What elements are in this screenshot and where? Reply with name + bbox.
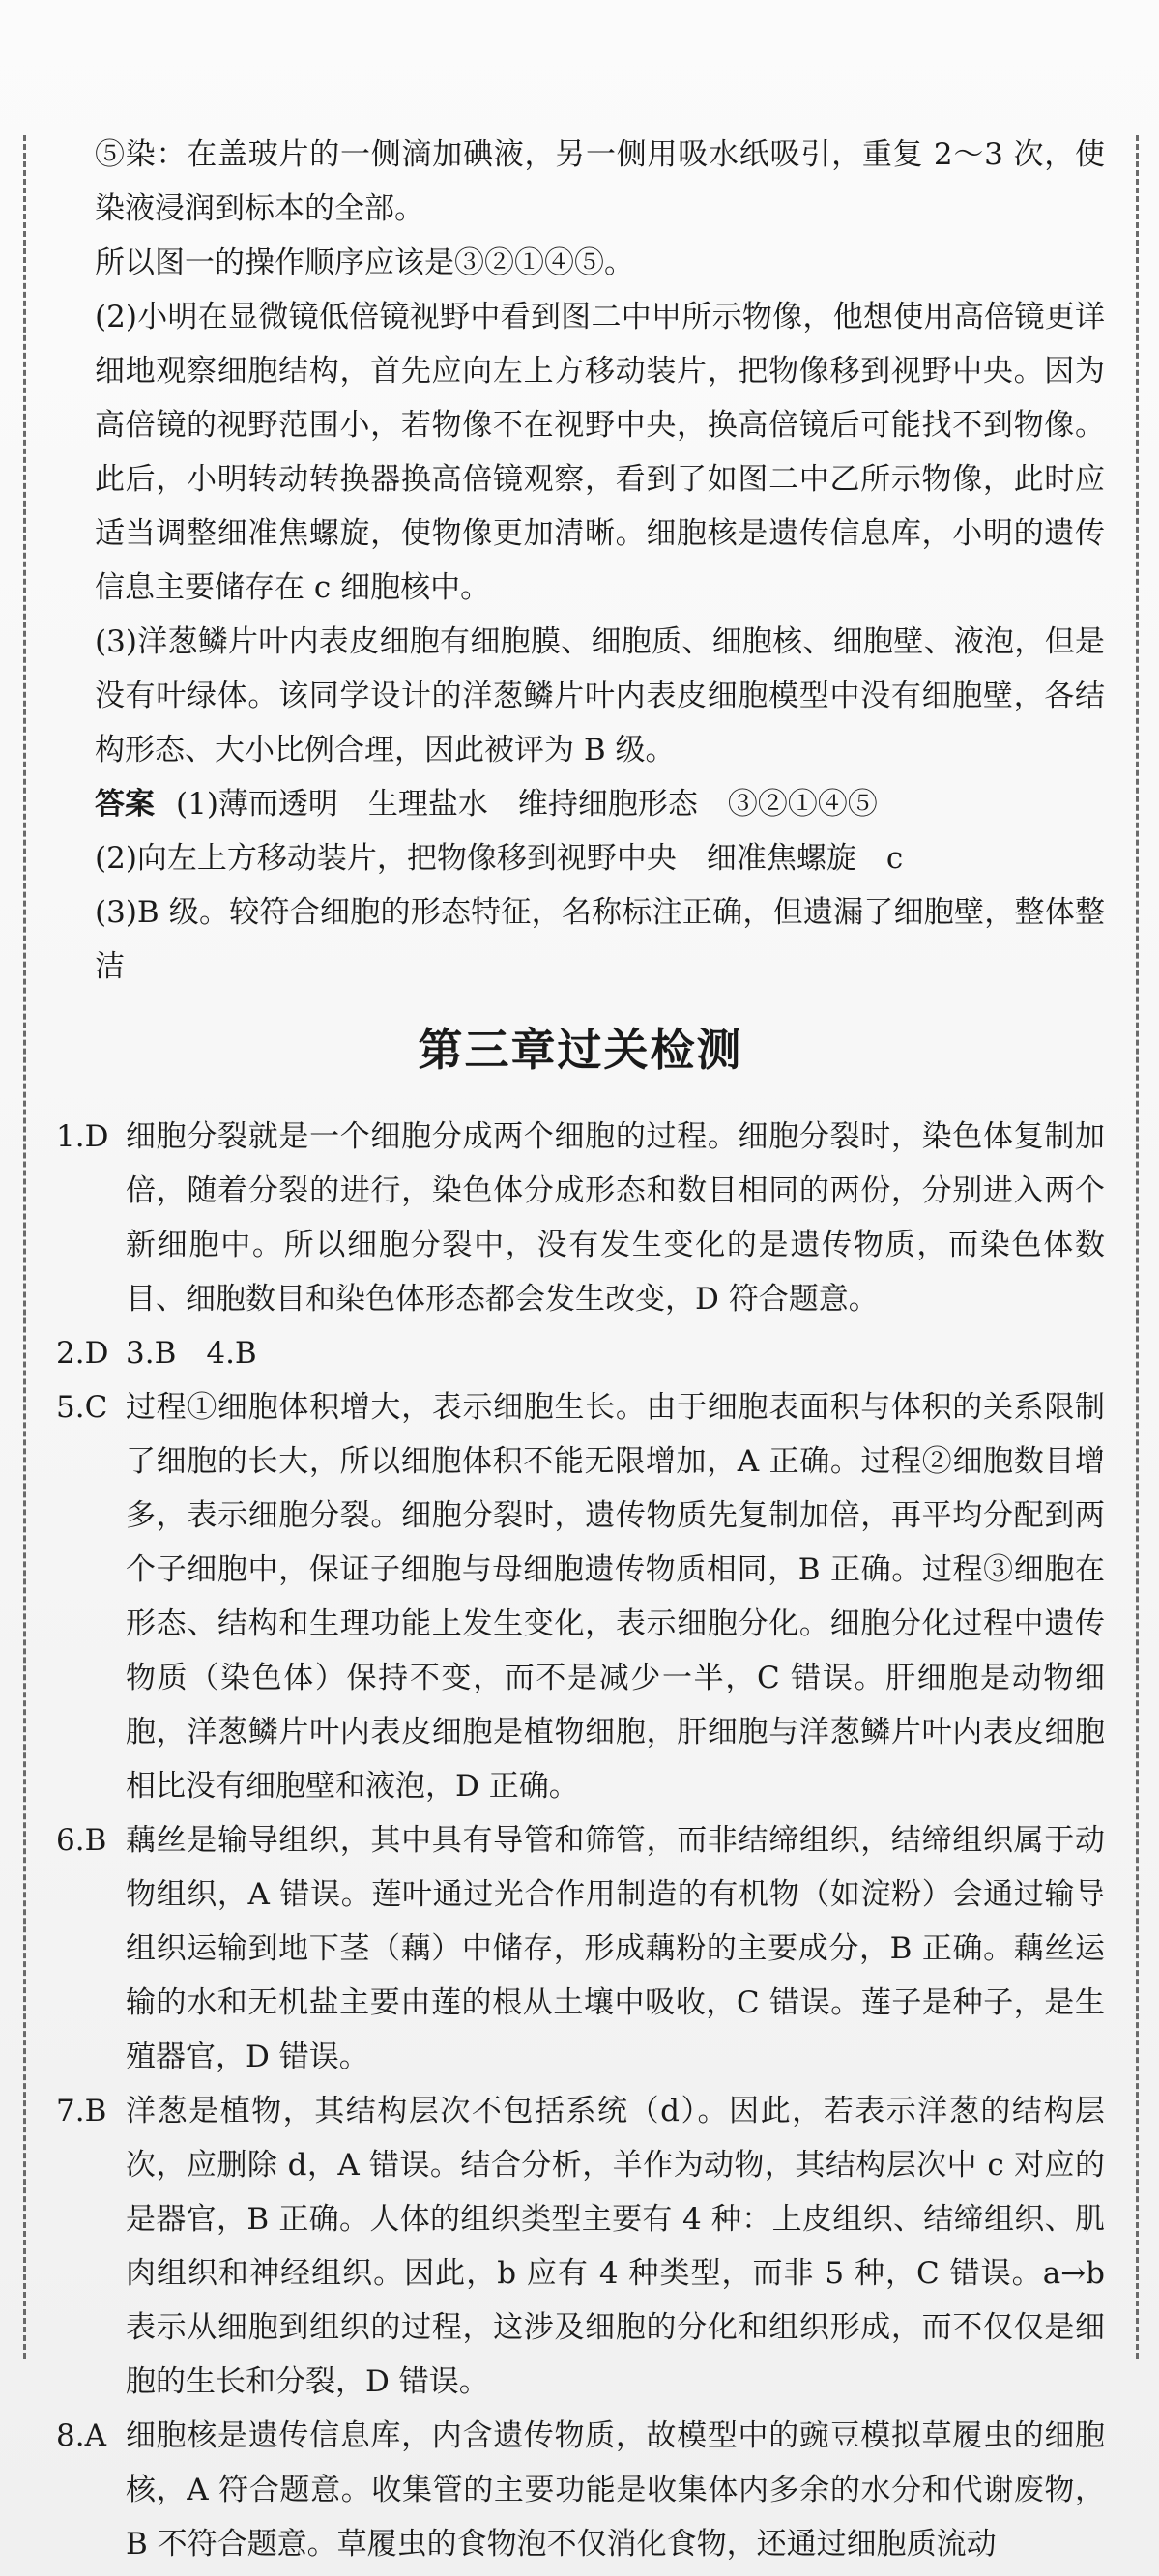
answer-text-1: (1)薄而透明 生理盐水 维持细胞形态 ③②①④⑤ (176, 787, 878, 822)
item-number: 5.C (56, 1390, 108, 1425)
item-text: 细胞核是遗传信息库，内含遗传物质，故模型中的豌豆模拟草履虫的细胞核，A 符合题意。收集管的主要功能是收集体内多余的水分和代谢废物，B 不符合题意。草履虫的食物泡不仅消化食物，还通过细胞质流动 (126, 2418, 1105, 2562)
paragraph-stain-step: ⑤染：在盖玻片的一侧滴加碘液，另一侧用吸水纸吸引，重复 2～3 次，使染液浸润到标本的全部。 (95, 137, 1105, 226)
item-number: 1.D (56, 1119, 109, 1154)
item-number: 6.B (56, 1823, 107, 1858)
answer-line-3: (3)B 级。较符合细胞的形态特征，名称标注正确，但遗漏了细胞壁，整体整洁 (95, 895, 1105, 984)
answer-line-2: (2)向左上方移动装片，把物像移到视野中央 细准焦螺旋 c (95, 841, 904, 876)
item-number: 2.D (56, 1336, 109, 1371)
answer-item (56, 2409, 1105, 2571)
cut-line-left (23, 135, 26, 2359)
page-content (56, 128, 1105, 2571)
item-text: 过程①细胞体积增大，表示细胞生长。由于细胞表面积与体积的关系限制了细胞的长大，所以细胞体积不能无限增加，A 正确。过程②细胞数目增多，表示细胞分裂。细胞分裂时，遗传物质先复制加倍，再平均分配到两个子细胞中，保证子细胞与母细胞遗传物质相同，B 正确。过程③细胞在形态、结构和生理功能上发生变化，表示细胞分化。细胞分化过程中遗传物质（染色体）保持不变，而不是减少一半，C 错误。肝细胞是动物细胞，洋葱鳞片叶内表皮细胞是植物细胞，肝细胞与洋葱鳞片叶内表皮细胞相比没有细胞壁和液泡，D 正确。 (126, 1390, 1105, 1804)
answer-item (56, 2084, 1105, 2409)
paragraph-order: 所以图一的操作顺序应该是③②①④⑤。 (95, 246, 634, 280)
cut-line-right (1136, 135, 1139, 2359)
answer-item (56, 1380, 1105, 1813)
answer-label: 答案 (95, 787, 155, 822)
item-number: 7.B (56, 2094, 107, 2128)
paragraph-q3-explanation: (3)洋葱鳞片叶内表皮细胞有细胞膜、细胞质、细胞核、细胞壁、液泡，但是没有叶绿体。该同学设计的洋葱鳞片叶内表皮细胞模型中没有细胞壁，各结构形态、大小比例合理，因此被评为 B 级。 (95, 624, 1105, 767)
item-text: 藕丝是输导组织，其中具有导管和筛管，而非结缔组织，结缔组织属于动物组织，A 错误。莲叶通过光合作用制造的有机物（如淀粉）会通过输导组织运输到地下茎（藕）中储存，形成藕粉的主要成分，B 正确。藕丝运输的水和无机盐主要由莲的根从土壤中吸收，C 错误。莲子是种子，是生殖器官，D 错误。 (126, 1823, 1105, 2074)
item-text: 细胞分裂就是一个细胞分成两个细胞的过程。细胞分裂时，染色体复制加倍，随着分裂的进行，染色体分成形态和数目相同的两份，分别进入两个新细胞中。所以细胞分裂中，没有发生变化的是遗传物质，而染色体数目、细胞数目和染色体形态都会发生改变，D 符合题意。 (126, 1119, 1105, 1317)
item-number: 8.A (56, 2418, 106, 2453)
item-text: 3.B 4.B (126, 1336, 257, 1371)
answer-item (56, 1813, 1105, 2084)
answer-item (56, 1110, 1105, 1326)
item-text: 洋葱是植物，其结构层次不包括系统（d）。因此，若表示洋葱的结构层次，应删除 d，A 错误。结合分析，羊作为动物，其结构层次中 c 对应的是器官，B 正确。人体的组织类型主要有 4 种：上皮组织、结缔组织、肌肉组织和神经组织。因此，b 应有 4 种类型，而非 5 种，C 错误。a→b 表示从细胞到组织的过程，这涉及细胞的分化和组织形成，而不仅仅是细胞的生长和分裂，D 错误。 (126, 2094, 1105, 2399)
answer-item (56, 1326, 1105, 1380)
paragraph-q2-explanation: (2)小明在显微镜低倍镜视野中看到图二中甲所示物像，他想使用高倍镜更详细地观察细胞结构，首先应向左上方移动装片，把物像移到视野中央。因为高倍镜的视野范围小，若物像不在视野中央，换高倍镜后可能找不到物像。此后，小明转动转换器换高倍镜观察，看到了如图二中乙所示物像，此时应适当调整细准焦螺旋，使物像更加清晰。细胞核是遗传信息库，小明的遗传信息主要储存在 c 细胞核中。 (95, 300, 1105, 605)
answer-line-1 (56, 777, 1105, 831)
chapter-heading: 第三章过关检测 (418, 1024, 743, 1076)
